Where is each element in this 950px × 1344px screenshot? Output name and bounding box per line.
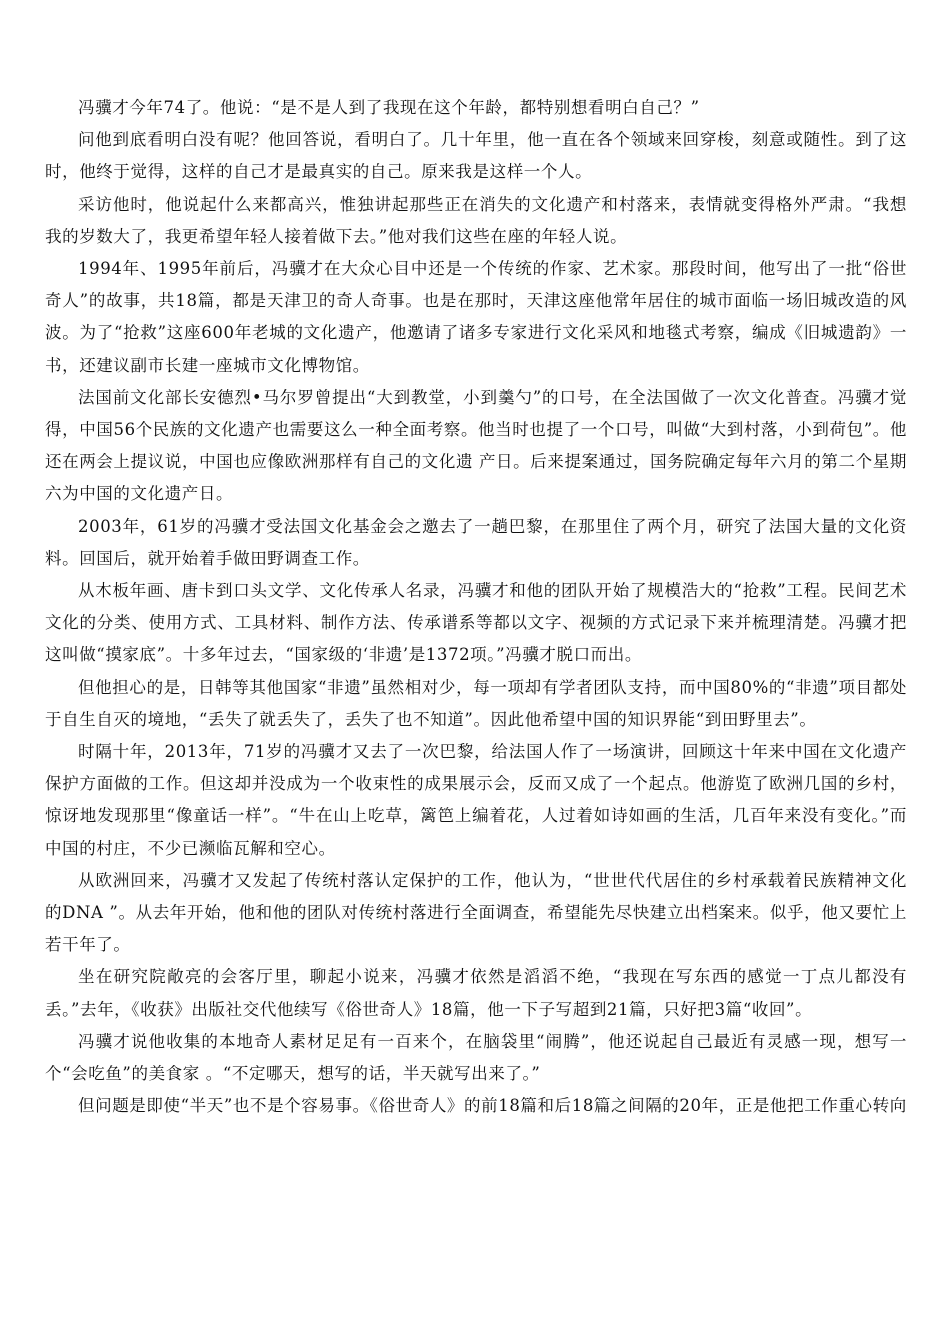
paragraph: 坐在研究院敞亮的会客厅里，聊起小说来，冯骥才依然是滔滔不绝，“我现在写东西的感觉一丁点儿都没有丢。”去年，《收获》出版社交代他续写《俗世奇人》18篇，他一下子写超到21篇，只好把3篇“收回”。	[45, 967, 907, 1019]
paragraph: 从木板年画、唐卡到口头文学、文化传承人名录，冯骥才和他的团队开始了规模浩大的“抢救”工程。民间艺术文化的分类、使用方式、工具材料、制作方法、传承谱系等都以文字、视频的方式记录下来并梳理清楚。冯骥才把这叫做“摸家底”。十多年过去，“国家级的‘非遗’是1372项。”冯骥才脱口而出。	[45, 581, 907, 665]
paragraph: 冯骥才今年74了。他说：“是不是人到了我现在这个年龄，都特别想看明白自己？”	[78, 98, 700, 117]
paragraph: 问他到底看明白没有呢？他回答说，看明白了。几十年里，他一直在各个领域来回穿梭，刻意或随性。到了这时，他终于觉得，这样的自己才是最真实的自己。原来我是这样一个人。	[45, 130, 907, 182]
paragraph: 但问题是即使“半天”也不是个容易事。《俗世奇人》的前18篇和后18篇之间隔的20年，正是他把工作重心转向	[78, 1096, 907, 1116]
paragraph: 时隔十年，2013年，71岁的冯骥才又去了一次巴黎，给法国人作了一场演讲，回顾这十年来中国在文化遗产保护方面做的工作。但这却并没成为一个收束性的成果展示会，反而又成了一个起点。他游览了欧洲几国的乡村，惊讶地发现那里“像童话一样”。“牛在山上吃草，篱笆上编着花，人过着如诗如画的生活，几百年来没有变化。”而中国的村庄，不少已濒临瓦解和空心。	[45, 742, 907, 858]
paragraph: 2003年，61岁的冯骥才受法国文化基金会之邀去了一趟巴黎，在那里住了两个月，研究了法国大量的文化资料。回国后，就开始着手做田野调查工作。	[45, 516, 907, 568]
paragraph: 从欧洲回来，冯骥才又发起了传统村落认定保护的工作，他认为，“世世代代居住的乡村承载着民族精神文化的DNA ”。从去年开始，他和他的团队对传统村落进行全面调查，希望能先尽快建立出档案来。似乎，他又要忙上若干年了。	[45, 870, 907, 955]
paragraph: 1994年、1995年前后，冯骥才在大众心目中还是一个传统的作家、艺术家。那段时间，他写出了一批“俗世奇人”的故事，共18篇，都是天津卫的奇人奇事。也是在那时，天津这座他常年居住的城市面临一场旧城改造的风波。为了“抢救”这座600年老城的文化遗产，他邀请了诸多专家进行文化采风和地毯式考察，编成《旧城遗韵》一书，还建议副市长建一座城市文化博物馆。	[45, 259, 907, 375]
paragraph: 法国前文化部长安德烈•马尔罗曾提出“大到教堂，小到羹勺”的口号，在全法国做了一次文化普查。冯骥才觉得，中国56个民族的文化遗产也需要这么一种全面考察。他当时也提了一个口号，叫做“大到村落，小到荷包”。他还在两会上提议说，中国也应像欧洲那样有自己的文化遗 产日。后来提案通过，国务院确定每年六月的第二个星期六为中国的文化遗产日。	[45, 387, 907, 504]
paragraph: 但他担心的是，日韩等其他国家“非遗”虽然相对少，每一项却有学者团队支持，而中国80%的“非遗”项目都处于自生自灭的境地，“丢失了就丢失了，丢失了也不知道”。因此他希望中国的知识界能“到田野里去”。	[45, 677, 907, 729]
paragraph: 冯骥才说他收集的本地奇人素材足足有一百来个，在脑袋里“闹腾”，他还说起自己最近有灵感一现，想写一个“会吃鱼”的美食家 。“不定哪天，想写的话，半天就写出来了。”	[45, 1031, 907, 1084]
paragraph: 采访他时，他说起什么来都高兴，惟独讲起那些正在消失的文化遗产和村落来，表情就变得格外严肃。“我想我的岁数大了，我更希望年轻人接着做下去。”他对我们这些在座的年轻人说。	[45, 194, 907, 246]
article-body	[45, 92, 907, 1123]
